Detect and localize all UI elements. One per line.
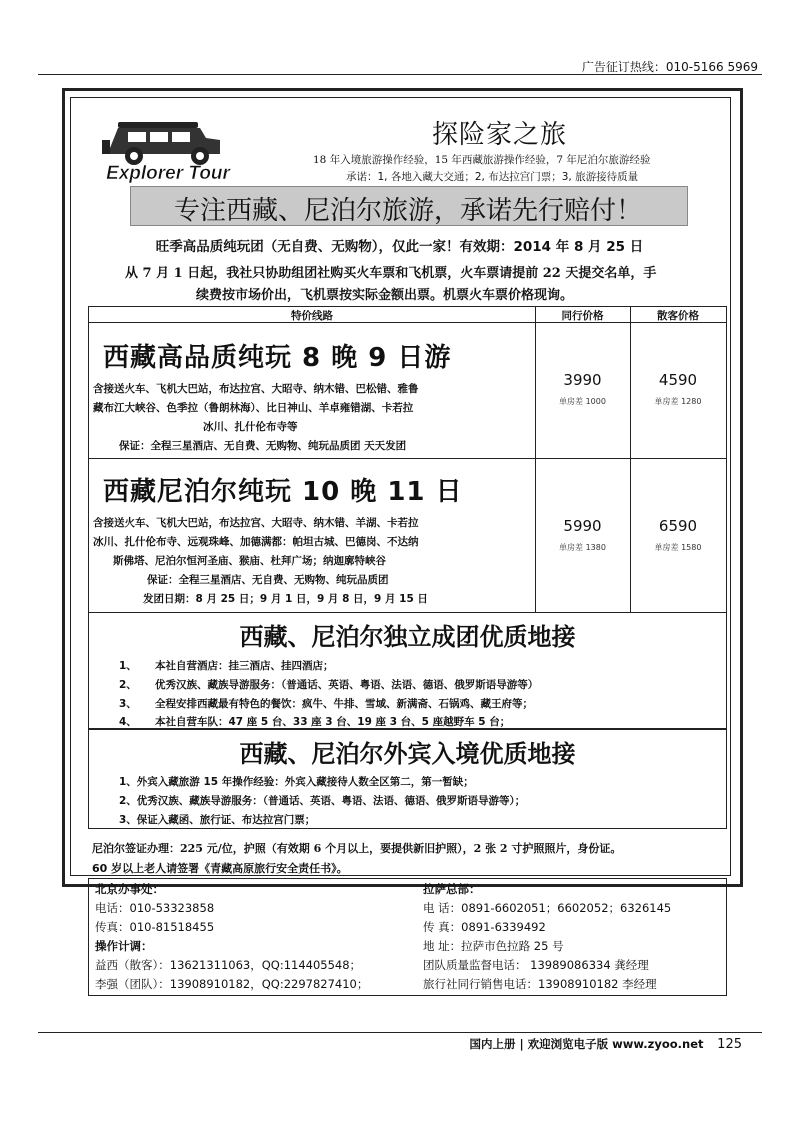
foreign-service-item: 1、外宾入藏旅游 15 年操作经验：外宾入藏接待人数全区第二，第一暂缺； xyxy=(119,776,474,788)
price-table xyxy=(88,306,727,613)
foreign-service-item: 2、优秀汉族、藏族导游服务：（普通话、英语、粤语、法语、德语、俄罗斯语导游等）； xyxy=(119,795,526,807)
route-1-title: 西藏高品质纯玩 8 晚 9 日游 xyxy=(103,343,452,373)
header-peer-price: 同行价格 xyxy=(561,310,604,322)
route-1-retail-diff: 单房差 1280 xyxy=(654,397,702,406)
route-1-peer-price: 3990 xyxy=(563,371,602,389)
page-footer xyxy=(469,1036,742,1052)
foreign-service-section xyxy=(88,729,727,829)
notice-line-2: 续费按市场价出，飞机票按实际金额出票。机票火车票价格现询。 xyxy=(196,288,574,303)
brand-title: 探险家之旅 xyxy=(432,120,568,150)
footer-text: 国内上册 | 欢迎浏览电子版 www.zyoo.net xyxy=(469,1037,704,1051)
footer-divider xyxy=(38,1032,762,1033)
beijing-phone: 电话：010-53323858 xyxy=(95,901,215,915)
local-service-title: 西藏、尼泊尔独立成团优质地接 xyxy=(239,623,576,651)
col-divider xyxy=(535,307,536,612)
route-1-retail-price: 4590 xyxy=(658,371,698,389)
local-service-item: 本社自营酒店：挂三酒店、挂四酒店； xyxy=(155,660,334,672)
top-divider xyxy=(38,74,762,75)
route-1-peer-diff: 单房差 1000 xyxy=(559,397,606,406)
sales-hotline: 旅行社同行销售电话：13908910182 李经理 xyxy=(423,977,657,991)
operator-contact: 益西（散客）：13621311063，QQ:114405548； xyxy=(95,958,362,972)
jeep-logo-icon xyxy=(88,104,248,184)
logo-text: Explorer Tour xyxy=(106,163,230,184)
slogan-banner: 专注西藏、尼泊尔旅游，承诺先行赔付！ xyxy=(173,196,642,226)
promise-line: 承诺：1, 各地入藏大交通；2, 布达拉宫门票；3, 旅游接待质量 xyxy=(346,171,639,183)
route-2-title: 西藏尼泊尔纯玩 10 晚 11 日 xyxy=(103,477,463,507)
local-service-section xyxy=(88,612,727,729)
route-2-guarantee: 保证：全程三星酒店、无自费、无购物、纯玩品质团 xyxy=(147,574,389,586)
route-1-line: 藏布江大峡谷、色季拉（鲁朗林海）、比日神山、羊卓雍错湖、卡若拉 xyxy=(93,402,414,414)
local-service-num: 1、 xyxy=(119,660,137,672)
lhasa-hq-title: 拉萨总部： xyxy=(423,882,481,896)
route-2-line: 斯佛塔、尼泊尔恒河圣庙、猴庙、杜拜广场；纳迦廓特峡谷 xyxy=(113,555,386,567)
local-service-num: 3、 xyxy=(119,698,137,710)
route-2-retail-diff: 单房差 1580 xyxy=(654,543,702,552)
local-service-item: 本社自营车队：47 座 5 台、33 座 3 台、19 座 3 台、5 座越野车 5 台； xyxy=(155,716,511,728)
contact-box xyxy=(88,878,727,996)
lhasa-address: 地 址：拉萨市色拉路 25 号 xyxy=(423,939,564,953)
route-2-line: 冰川、扎什伦布寺、远观珠峰、加德满都：帕坦古城、巴德岗、不达纳 xyxy=(93,536,419,548)
notice-line-1: 从 7 月 1 日起，我社只协助组团社购买火车票和飞机票，火车票请提前 22 天提交名单，手 xyxy=(125,266,657,281)
ad-hotline: 广告征订热线：010-5166 5969 xyxy=(581,60,758,74)
foreign-service-item: 3、保证入藏函、旅行证、布达拉宫门票； xyxy=(119,814,316,826)
route-1-line: 冰川、扎什伦布寺等 xyxy=(203,421,298,433)
local-service-item: 优秀汉族、藏族导游服务：（普通话、英语、粤语、法语、德语、俄罗斯语导游等） xyxy=(155,679,539,691)
subtitle: 旺季高品质纯玩团（无自费、无购物），仅此一家！有效期：2014 年 8 月 25 日 xyxy=(155,239,644,255)
local-service-item: 全程安排西藏最有特色的餐饮：疯牛、牛排、雪域、新满斋、石锅鸡、藏王府等； xyxy=(155,698,533,710)
route-2-line: 含接送火车、飞机大巴站，布达拉宫、大昭寺、纳木错、羊湖、卡若拉 xyxy=(93,517,419,529)
operator-contact: 李强（团队）：13908910182，QQ:2297827410； xyxy=(95,977,369,991)
experience-line: 18 年入境旅游操作经验，15 年西藏旅游操作经验，7 年尼泊尔旅游经验 xyxy=(313,154,651,166)
page-number: 125 xyxy=(717,1037,742,1052)
beijing-fax: 传真：010-81518455 xyxy=(95,920,215,934)
elderly-notice: 60 岁以上老人请签署《青藏高原旅行安全责任书》。 xyxy=(92,862,348,875)
col-divider xyxy=(630,307,631,612)
header-retail-price: 散客价格 xyxy=(657,310,699,322)
route-1-line: 含接送火车、飞机大巴站，布达拉宫、大昭寺、纳木错、巴松错、雅鲁 xyxy=(93,383,419,395)
lhasa-fax: 传 真：0891-6339492 xyxy=(423,920,546,934)
route-2-retail-price: 6590 xyxy=(658,517,698,535)
foreign-service-title: 西藏、尼泊尔外宾入境优质地接 xyxy=(239,740,576,768)
operators-title: 操作计调： xyxy=(95,939,153,953)
quality-hotline: 团队质量监督电话： 13989086334 龚经理 xyxy=(423,958,649,972)
visa-info: 尼泊尔签证办理：225 元/位，护照（有效期 6 个月以上，要提供新旧护照），2 张 2 寸护照照片，身份证。 xyxy=(92,842,622,855)
route-2-dates: 发团日期：8 月 25 日；9 月 1 日，9 月 8 日，9 月 15 日 xyxy=(143,593,428,605)
local-service-num: 2、 xyxy=(119,679,137,691)
route-1-guarantee: 保证：全程三星酒店、无自费、无购物、纯玩品质团 天天发团 xyxy=(119,440,407,452)
header-route: 特价线路 xyxy=(291,310,333,322)
lhasa-phone: 电 话：0891-6602051；6602052；6326145 xyxy=(423,901,672,915)
local-service-num: 4、 xyxy=(119,716,137,728)
route-2-peer-price: 5990 xyxy=(563,517,602,535)
beijing-office-title: 北京办事处： xyxy=(95,882,164,896)
route-2-peer-diff: 单房差 1380 xyxy=(559,543,606,552)
